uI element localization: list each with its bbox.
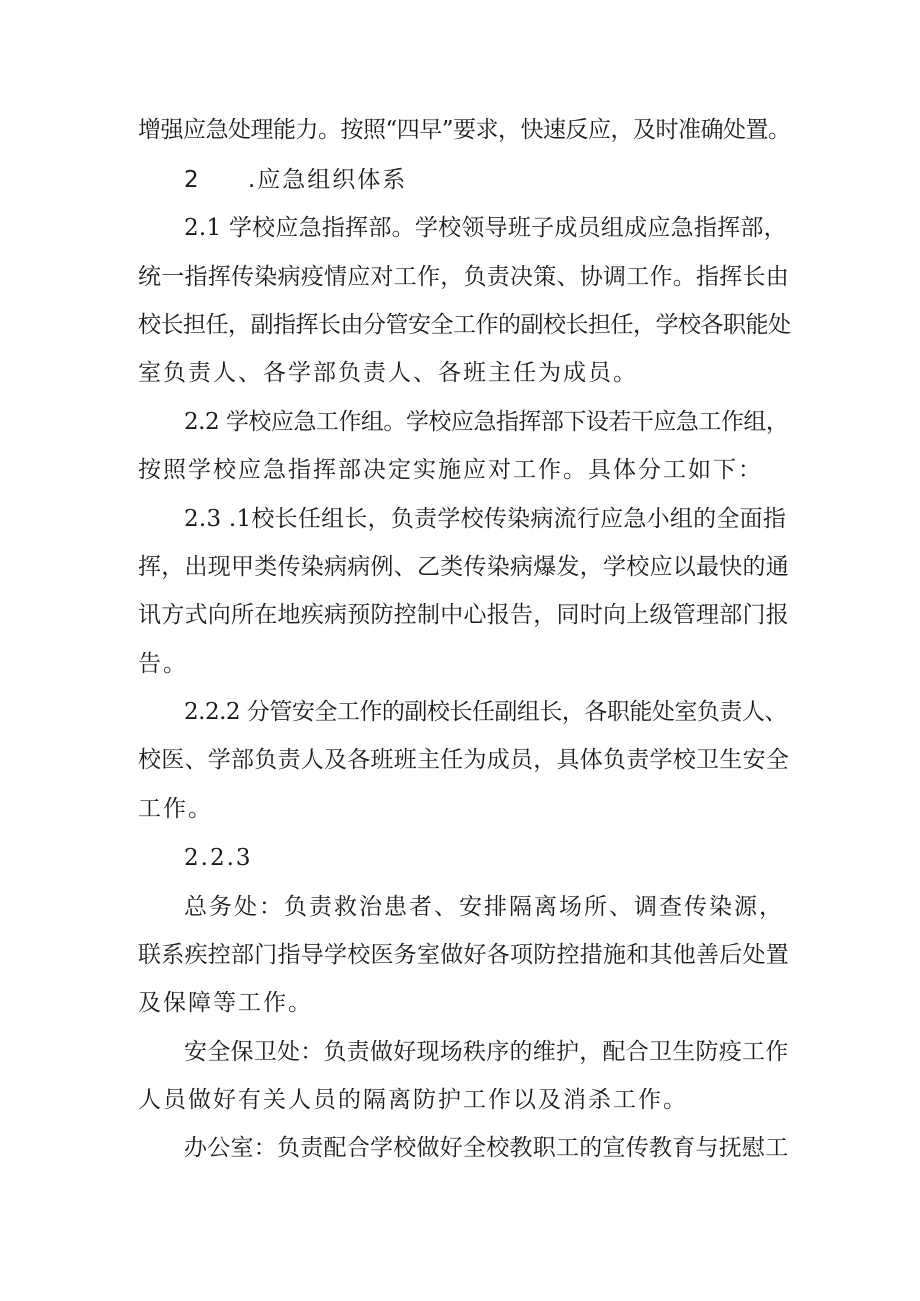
paragraph-line: 室负责人、各学部负责人、各班主任为成员。 [138, 360, 638, 386]
paragraph-line: 增强应急处理能力。按照“四早”要求，快速反应，及时准确处置。 [138, 117, 791, 143]
paragraph-line: 2.1 学校应急指挥部。学校领导班子成员组成应急指挥部， [184, 215, 787, 241]
paragraph-line: 联系疾控部门指导学校医务室做好各项防控措施和其他善后处置 [138, 942, 789, 968]
paragraph-line: 工作。 [138, 796, 213, 822]
paragraph-line: 2.2 学校应急工作组。学校应急指挥部下设若干应急工作组， [184, 409, 789, 435]
section-title: .应急组织体系 [248, 167, 408, 193]
paragraph-line: 安全保卫处：负责做好现场秩序的维护，配合卫生防疫工作 [184, 1039, 789, 1065]
paragraph-line: 讯方式向所在地疾病预防控制中心报告，同时向上级管理部门报 [138, 602, 789, 628]
section-number: 2 [184, 167, 201, 193]
paragraph-line: 2.2.2 分管安全工作的副校长任副组长，各职能处室负责人、 [184, 699, 787, 725]
paragraph-line: 2.3 .1校长任组长，负责学校传染病流行应急小组的全面指 [184, 506, 787, 532]
paragraph-line: 按照学校应急指挥部决定实施应对工作。具体分工如下： [138, 457, 763, 483]
paragraph-line: 统一指挥传染病疫情应对工作，负责决策、协调工作。指挥长由 [138, 264, 789, 290]
paragraph-line: 2.2.3 [184, 845, 253, 871]
paragraph-line: 校长担任，副指挥长由分管安全工作的副校长担任，学校各职能处 [138, 312, 791, 338]
paragraph-line: 总务处：负责救治患者、安排隔离场所、调查传染源， [184, 894, 784, 920]
paragraph-line: 挥，出现甲类传染病病例、乙类传染病爆发，学校应以最快的通 [138, 554, 789, 580]
paragraph-line: 及保障等工作。 [138, 990, 313, 1016]
paragraph-line: 办公室：负责配合学校做好全校教职工的宣传教育与抚慰工 [184, 1135, 789, 1161]
section-heading [184, 165, 407, 195]
paragraph-line: 人员做好有关人员的隔离防护工作以及消杀工作。 [138, 1087, 688, 1113]
paragraph-line: 校医、学部负责人及各班班主任为成员，具体负责学校卫生安全 [138, 747, 789, 773]
paragraph-line: 告。 [138, 651, 188, 677]
